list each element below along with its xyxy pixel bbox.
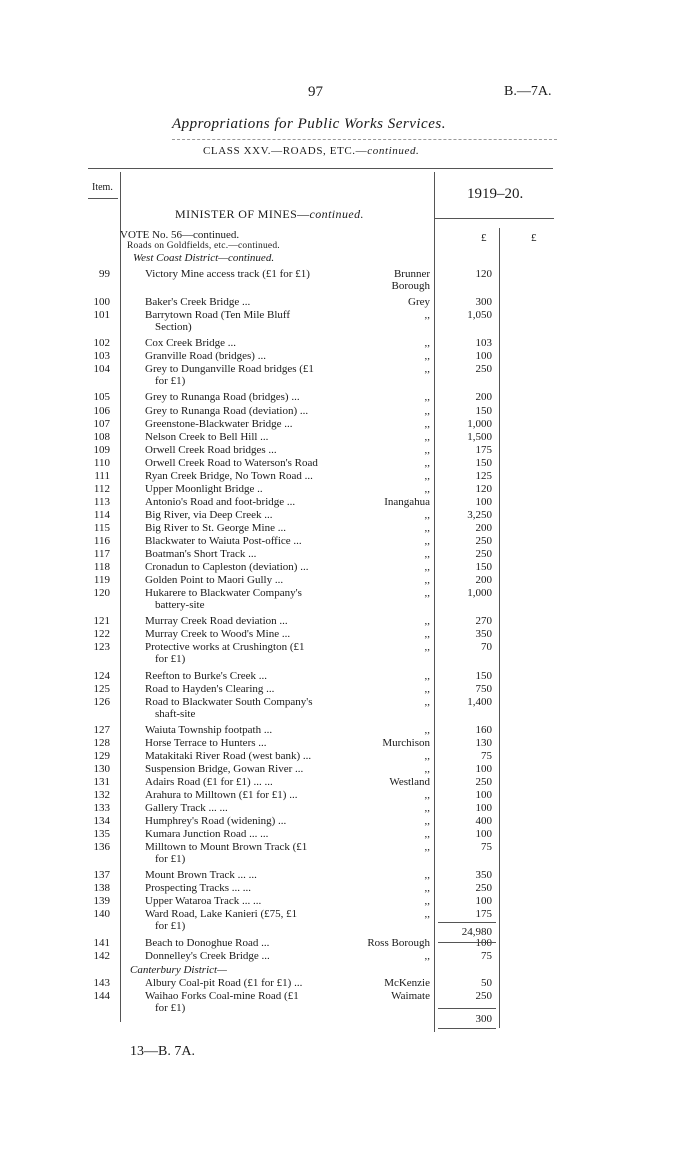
item-location: Murchison [382, 736, 430, 749]
item-location: ,, [424, 574, 430, 587]
item-number: 129 [93, 749, 110, 762]
item-number: 133 [93, 802, 110, 814]
item-location: ,, [424, 695, 430, 708]
table-row [0, 802, 700, 814]
item-description: Murray Creek Road deviation ... [145, 615, 288, 628]
table-row [0, 615, 700, 627]
item-description: Milltown to Mount Brown Track (£1 [145, 841, 308, 854]
year-column-header: 1919–20. [467, 186, 524, 202]
item-description: Waihao Forks Coal-mine Road (£1 [145, 990, 299, 1002]
table-row [0, 737, 700, 749]
west-coast-total: 24,980 [461, 926, 492, 938]
item-location: Inangahua [384, 495, 430, 508]
item-amount: 250 [475, 882, 492, 895]
item-amount: 150 [475, 404, 492, 417]
item-description: Barrytown Road (Ten Mile Bluff [145, 309, 291, 322]
subtitle-continued: continued. [367, 145, 420, 157]
item-amount: 250 [475, 990, 492, 1002]
item-description: Nelson Creek to Bell Hill ... [145, 430, 269, 443]
item-description: Cox Creek Bridge ... [145, 337, 237, 350]
page-footer: 13—B. 7A. [130, 1044, 195, 1059]
item-location: ,, [424, 350, 430, 363]
table-row [0, 268, 700, 292]
item-location: ,, [424, 482, 430, 495]
item-location: ,, [424, 815, 430, 828]
item-number: 138 [93, 882, 110, 895]
item-amount: 1,500 [467, 430, 492, 443]
west-coast-total-rule [438, 942, 496, 943]
item-location: ,, [424, 391, 430, 404]
item-location: Westland [389, 775, 430, 788]
item-description: Beach to Donoghue Road ... [145, 936, 270, 949]
item-location: ,, [424, 561, 430, 574]
item-amount: 125 [475, 469, 492, 482]
item-location: ,, [424, 749, 430, 762]
item-description: Albury Coal-pit Road (£1 for £1) ... [145, 977, 303, 989]
item-number: 99 [99, 268, 110, 280]
item-number: 101 [93, 309, 110, 322]
table-row [0, 522, 700, 534]
item-amount: 75 [481, 949, 492, 962]
item-description-continued: battery-site [155, 599, 205, 612]
item-number: 134 [93, 815, 110, 828]
item-amount: 100 [475, 936, 492, 949]
item-amount: 250 [475, 775, 492, 788]
item-amount: 75 [481, 749, 492, 762]
item-description-continued: for £1) [155, 1002, 186, 1014]
item-amount: 100 [475, 895, 492, 908]
item-location: ,, [424, 363, 430, 376]
item-number: 142 [93, 949, 110, 962]
table-row [0, 548, 700, 560]
item-location: ,, [424, 802, 430, 814]
item-number: 122 [93, 628, 110, 641]
item-amount: 750 [475, 682, 492, 695]
item-number: 139 [93, 895, 110, 908]
item-description: Kumara Junction Road ... ... [145, 828, 269, 841]
item-amount: 100 [475, 350, 492, 363]
item-amount: 50 [481, 977, 492, 989]
item-location: ,, [424, 895, 430, 908]
item-location: ,, [424, 443, 430, 456]
minister-continued: continued. [309, 207, 364, 221]
item-description: Victory Mine access track (£1 for £1) [145, 268, 310, 280]
item-number: 115 [93, 521, 110, 534]
item-amount: 70 [481, 641, 492, 654]
item-description-continued: for £1) [155, 920, 186, 933]
pound-column-2: £ [531, 232, 537, 244]
item-location: ,, [424, 723, 430, 736]
class-subtitle [203, 145, 419, 157]
item-amount: 150 [475, 669, 492, 682]
item-location: ,, [424, 508, 430, 521]
table-row [0, 561, 700, 573]
item-location: ,, [424, 669, 430, 682]
item-location: ,, [424, 417, 430, 430]
table-top-rule [88, 168, 553, 169]
item-amount: 400 [475, 815, 492, 828]
item-description: Big River to St. George Mine ... [145, 521, 286, 534]
table-row [0, 763, 700, 775]
item-description: Greenstone-Blackwater Bridge ... [145, 417, 293, 430]
vote-heading: VOTE No. 56—continued. [120, 229, 240, 241]
item-amount: 200 [475, 391, 492, 404]
item-description-continued: shaft-site [155, 707, 196, 720]
item-location-continued: Borough [391, 280, 430, 292]
table-row [0, 789, 700, 801]
item-amount: 350 [475, 628, 492, 641]
page-number: 97 [308, 84, 323, 100]
pound-column-1: £ [481, 232, 487, 244]
item-amount: 350 [475, 869, 492, 882]
item-location: ,, [424, 828, 430, 841]
item-amount: 270 [475, 615, 492, 628]
item-location: ,, [424, 762, 430, 775]
item-description-continued: for £1) [155, 853, 186, 866]
item-location: ,, [424, 535, 430, 547]
item-amount: 175 [475, 443, 492, 456]
item-description: Upper Moonlight Bridge .. [145, 482, 263, 495]
item-description: Gallery Track ... ... [145, 802, 228, 814]
item-description: Blackwater to Waiuta Post-office ... [145, 535, 302, 547]
item-description: Horse Terrace to Hunters ... [145, 736, 267, 749]
item-description-continued: Section) [155, 321, 192, 334]
item-number: 136 [93, 841, 110, 854]
item-location: ,, [424, 641, 430, 654]
item-number: 143 [93, 977, 110, 989]
title-rule [172, 139, 557, 140]
item-description: Big River, via Deep Creek ... [145, 508, 273, 521]
item-number: 112 [93, 482, 110, 495]
document-reference: B.—7A. [504, 84, 552, 99]
table-row [0, 869, 700, 881]
item-number: 131 [93, 775, 110, 788]
item-number: 141 [93, 936, 110, 949]
item-number: 127 [93, 723, 110, 736]
item-description: Hukarere to Blackwater Company's [145, 587, 302, 600]
item-location: Grey [408, 296, 430, 309]
table-row [0, 841, 700, 866]
item-location: ,, [424, 615, 430, 628]
item-location: Brunner [393, 268, 430, 280]
item-number: 110 [93, 456, 110, 469]
item-description: Upper Wataroa Track ... ... [145, 895, 262, 908]
item-description: Reefton to Burke's Creek ... [145, 669, 268, 682]
item-amount: 150 [475, 456, 492, 469]
item-number: 114 [93, 508, 110, 521]
item-location: ,, [424, 430, 430, 443]
table-row [0, 483, 700, 495]
item-number: 111 [94, 469, 110, 482]
item-number: 118 [93, 561, 110, 574]
item-number: 108 [93, 430, 110, 443]
item-number: 117 [93, 548, 110, 561]
table-row [0, 950, 700, 962]
item-location: ,, [424, 882, 430, 895]
item-description: Ryan Creek Bridge, No Town Road ... [145, 469, 313, 482]
item-description-continued: for £1) [155, 653, 186, 666]
item-location: ,, [424, 404, 430, 417]
item-number: 144 [93, 990, 110, 1002]
table-row [0, 457, 700, 469]
table-row [0, 574, 700, 586]
table-row [0, 776, 700, 788]
table-row [0, 496, 700, 508]
item-amount: 250 [475, 548, 492, 561]
table-row [0, 895, 700, 907]
item-amount: 1,000 [467, 417, 492, 430]
item-number: 105 [93, 391, 110, 404]
item-number: 102 [93, 337, 110, 350]
item-description: Grey to Dunganville Road bridges (£1 [145, 363, 314, 376]
item-number: 132 [93, 788, 110, 801]
item-description: Road to Blackwater South Company's [145, 695, 313, 708]
table-row [0, 990, 700, 1014]
item-location: ,, [424, 548, 430, 561]
table-row [0, 470, 700, 482]
item-number: 124 [93, 669, 110, 682]
item-number: 113 [93, 495, 110, 508]
table-row [0, 350, 700, 362]
item-location: ,, [424, 908, 430, 921]
item-description: Cronadun to Capleston (deviation) ... [145, 561, 309, 574]
item-description-continued: for £1) [155, 375, 186, 388]
item-location: McKenzie [384, 977, 430, 989]
minister-heading [175, 207, 364, 222]
item-amount: 200 [475, 574, 492, 587]
item-description: Boatman's Short Track ... [145, 548, 257, 561]
table-row [0, 815, 700, 827]
item-number: 116 [93, 535, 110, 547]
canterbury-subtotal-rule [438, 1008, 496, 1009]
item-number: 137 [93, 869, 110, 882]
item-number: 100 [93, 296, 110, 309]
table-row [0, 509, 700, 521]
item-number: 140 [93, 908, 110, 921]
item-description: Prospecting Tracks ... ... [145, 882, 252, 895]
item-amount: 130 [475, 736, 492, 749]
item-description: Grey to Runanga Road (deviation) ... [145, 404, 309, 417]
item-description: Orwell Creek Road to Waterson's Road [145, 456, 318, 469]
canterbury-heading: Canterbury District— [130, 964, 227, 976]
item-description: Suspension Bridge, Gowan River ... [145, 762, 304, 775]
table-row [0, 641, 700, 666]
item-number: 135 [93, 828, 110, 841]
page-title: Appropriations for Public Works Services. [172, 116, 446, 132]
table-row [0, 670, 700, 682]
table-row [0, 444, 700, 456]
item-description: Granville Road (bridges) ... [145, 350, 266, 363]
item-amount: 100 [475, 495, 492, 508]
item-location: ,, [424, 682, 430, 695]
item-amount: 3,250 [467, 508, 492, 521]
item-amount: 250 [475, 363, 492, 376]
item-description: Arahura to Milltown (£1 for £1) ... [145, 788, 298, 801]
item-amount: 160 [475, 723, 492, 736]
table-row [0, 977, 700, 989]
table-row [0, 828, 700, 840]
item-number: 109 [93, 443, 110, 456]
item-amount: 250 [475, 535, 492, 547]
item-location: ,, [424, 309, 430, 322]
canterbury-total: 300 [475, 1013, 492, 1025]
item-number: 128 [93, 736, 110, 749]
item-location: ,, [424, 841, 430, 854]
item-amount: 100 [475, 788, 492, 801]
item-description: Ward Road, Lake Kanieri (£75, £1 [145, 908, 298, 921]
item-description: Golden Point to Maori Gully ... [145, 574, 284, 587]
item-location: ,, [424, 337, 430, 350]
item-location: ,, [424, 869, 430, 882]
item-amount: 120 [475, 268, 492, 280]
subtitle-main: CLASS XXV.—ROADS, ETC.— [203, 145, 368, 157]
item-number: 107 [93, 417, 110, 430]
table-row [0, 882, 700, 894]
item-location: Waimate [391, 990, 430, 1002]
item-number: 123 [93, 641, 110, 654]
table-row [0, 391, 700, 403]
item-description: Donnelley's Creek Bridge ... [145, 949, 270, 962]
item-header-rule [88, 198, 118, 199]
item-description: Murray Creek to Wood's Mine ... [145, 628, 291, 641]
item-amount: 120 [475, 482, 492, 495]
roads-heading: Roads on Goldfields, etc.—continued. [127, 241, 280, 251]
item-description: Road to Hayden's Clearing ... [145, 682, 275, 695]
minister-name: MINISTER OF MINES— [175, 207, 310, 221]
item-description: Protective works at Crushington (£1 [145, 641, 305, 654]
year-rule [434, 218, 554, 219]
table-row [0, 431, 700, 443]
item-location: ,, [424, 469, 430, 482]
table-row [0, 363, 700, 388]
item-amount: 175 [475, 908, 492, 921]
table-row [0, 628, 700, 640]
item-amount: 1,000 [467, 587, 492, 600]
item-amount: 100 [475, 762, 492, 775]
item-number: 130 [93, 762, 110, 775]
table-row [0, 337, 700, 349]
item-location: Ross Borough [367, 936, 430, 949]
item-amount: 100 [475, 802, 492, 814]
item-location: ,, [424, 521, 430, 534]
item-location: ,, [424, 949, 430, 962]
item-description: Matakitaki River Road (west bank) ... [145, 749, 312, 762]
table-row [0, 750, 700, 762]
item-number: 119 [93, 574, 110, 587]
item-number: 104 [93, 363, 110, 376]
item-description: Waiuta Township footpath ... [145, 723, 273, 736]
item-amount: 1,050 [467, 309, 492, 322]
item-number: 121 [93, 615, 110, 628]
item-amount: 75 [481, 841, 492, 854]
canterbury-total-rule [438, 1028, 496, 1029]
table-row [0, 535, 700, 547]
table-row [0, 937, 700, 949]
item-description: Grey to Runanga Road (bridges) ... [145, 391, 300, 404]
item-location: ,, [424, 628, 430, 641]
table-row [0, 296, 700, 308]
table-row [0, 695, 700, 720]
item-number: 106 [93, 404, 110, 417]
item-amount: 103 [475, 337, 492, 350]
west-coast-subtotal-rule [438, 922, 496, 923]
item-description: Adairs Road (£1 for £1) ... ... [145, 775, 273, 788]
item-amount: 150 [475, 561, 492, 574]
table-row [0, 683, 700, 695]
item-description: Antonio's Road and foot-bridge ... [145, 495, 296, 508]
item-amount: 300 [475, 296, 492, 309]
item-location: ,, [424, 587, 430, 600]
item-number: 120 [93, 587, 110, 600]
item-description: Mount Brown Track ... ... [145, 869, 257, 882]
item-number: 126 [93, 695, 110, 708]
item-description: Orwell Creek Road bridges ... [145, 443, 277, 456]
item-location: ,, [424, 788, 430, 801]
item-amount: 100 [475, 828, 492, 841]
item-column-header: Item. [92, 182, 113, 193]
item-location: ,, [424, 456, 430, 469]
table-row [0, 405, 700, 417]
item-amount: 200 [475, 521, 492, 534]
item-amount: 1,400 [467, 695, 492, 708]
table-row [0, 418, 700, 430]
item-description: Humphrey's Road (widening) ... [145, 815, 287, 828]
item-description: Baker's Creek Bridge ... [145, 296, 251, 309]
west-coast-heading: West Coast District—continued. [133, 252, 275, 264]
item-number: 103 [93, 350, 110, 363]
item-number: 125 [93, 682, 110, 695]
table-row [0, 587, 700, 612]
table-row [0, 309, 700, 334]
table-row [0, 724, 700, 736]
